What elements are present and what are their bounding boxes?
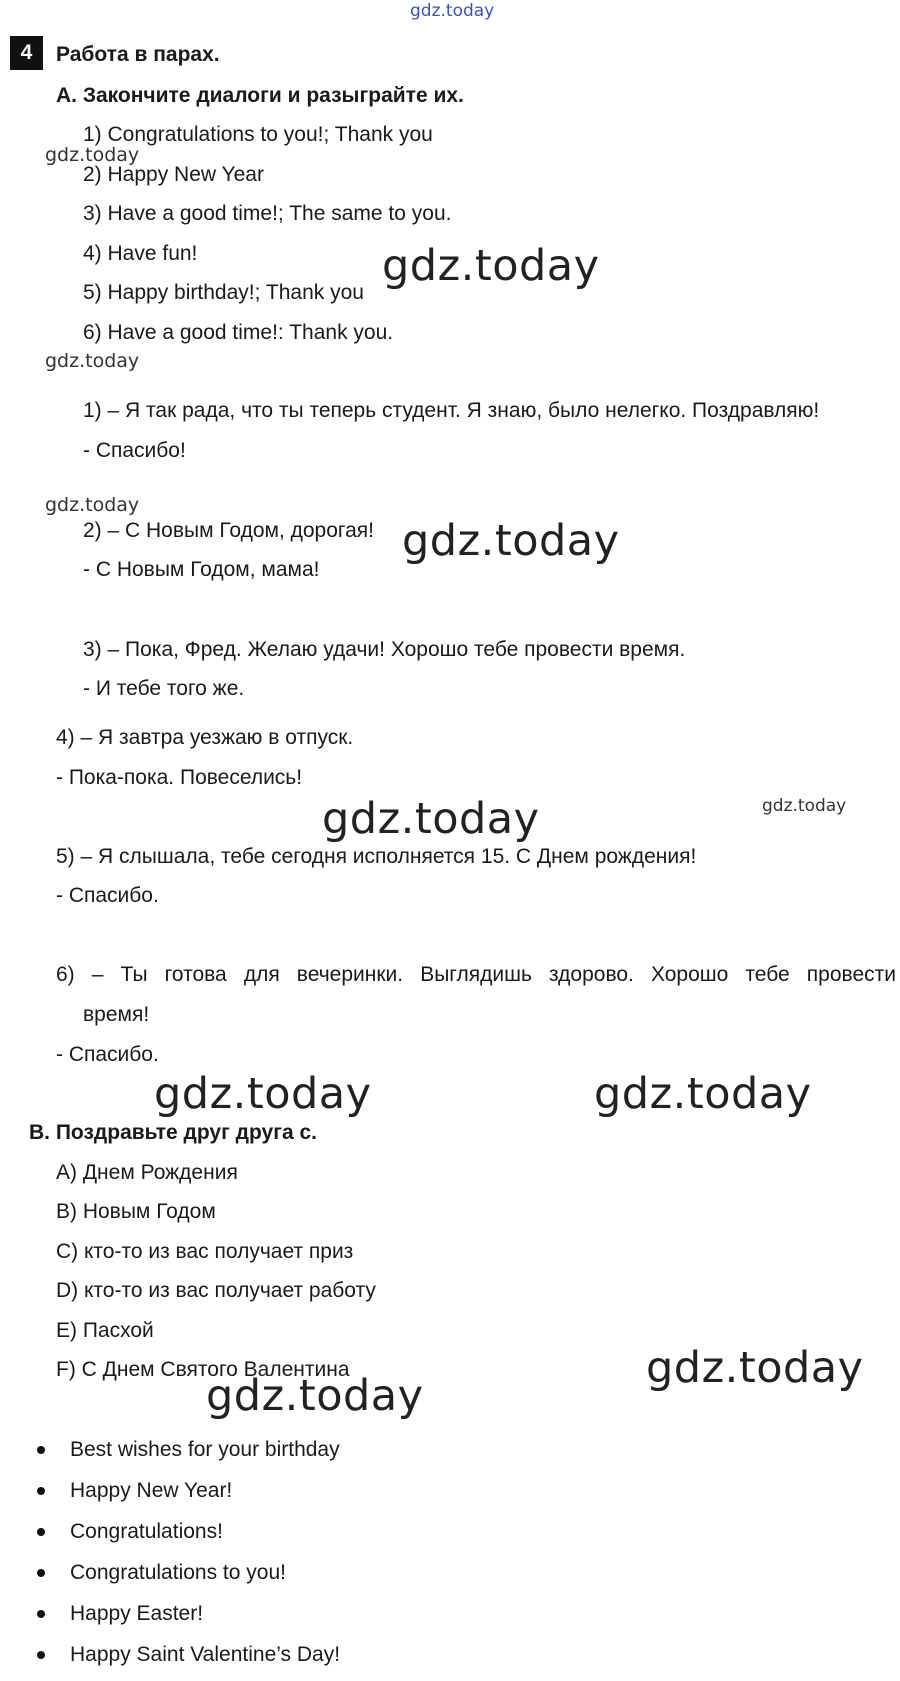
task-title: Работа в парах. — [56, 43, 220, 66]
watermark: gdz.today — [382, 241, 600, 291]
bullet-icon — [37, 1528, 45, 1536]
answer-line: 4) Have fun! — [83, 242, 198, 265]
watermark: gdz.today — [322, 794, 540, 844]
answer-line: 1) Congratulations to you!; Thank you — [83, 123, 433, 146]
bullet-icon — [37, 1487, 45, 1495]
list-item: Congratulations to you! — [70, 1561, 286, 1584]
occasion-item: B) Новым Годом — [56, 1200, 216, 1223]
bullet-icon — [37, 1569, 45, 1577]
watermark: gdz.today — [45, 350, 140, 372]
occasion-item: F) С Днем Святого Валентина — [56, 1358, 350, 1381]
dialogue-line: - С Новым Годом, мама! — [83, 558, 320, 581]
occasion-item: D) кто-то из вас получает работу — [56, 1279, 376, 1302]
dialogue-line: 3) – Пока, Фред. Желаю удачи! Хорошо тебе провести время. — [83, 638, 686, 661]
list-item: Happy New Year! — [70, 1479, 233, 1502]
occasion-item: E) Пасхой — [56, 1319, 154, 1342]
watermark: gdz.today — [45, 144, 140, 166]
dialogue-line: время! — [83, 1003, 150, 1026]
dialogue-line: - И тебе того же. — [83, 677, 245, 700]
watermark: gdz.today — [402, 516, 620, 566]
list-item: Happy Saint Valentine’s Day! — [70, 1643, 341, 1666]
answer-line: 3) Have a good time!; The same to you. — [83, 202, 452, 225]
part-b-title: B. Поздравьте друг друга с. — [29, 1121, 318, 1144]
list-item: Best wishes for your birthday — [70, 1438, 340, 1461]
answer-line: 2) Happy New Year — [83, 163, 264, 186]
bullet-icon — [37, 1651, 45, 1659]
watermark: gdz.today — [646, 1343, 864, 1393]
watermark: gdz.today — [154, 1069, 372, 1119]
dialogue-line: 6) – Ты готова для вечеринки. Выглядишь здорово. Хорошо тебе провести — [56, 963, 896, 986]
answer-line: 5) Happy birthday!; Thank you — [83, 281, 364, 304]
dialogue-line: 1) – Я так рада, что ты теперь студент. Я знаю, было нелегко. Поздравляю! — [83, 399, 820, 422]
answer-line: 6) Have a good time!: Thank you. — [83, 321, 394, 344]
dialogue-line: - Спасибо. — [56, 884, 159, 907]
dialogue-line: - Пока-пока. Повеселись! — [56, 766, 303, 789]
part-a-title: A. Закончите диалоги и разыграйте их. — [56, 84, 464, 107]
list-item: Happy Easter! — [70, 1602, 204, 1625]
task-number-badge: 4 — [10, 36, 43, 70]
dialogue-line: 2) – С Новым Годом, дорогая! — [83, 519, 374, 542]
dialogue-line: - Спасибо. — [56, 1043, 159, 1066]
dialogue-line: 4) – Я завтра уезжаю в отпуск. — [56, 726, 354, 749]
watermark: gdz.today — [45, 494, 140, 516]
watermark: gdz.today — [410, 1, 495, 21]
dialogue-line: - Спасибо! — [83, 439, 186, 462]
bullet-icon — [37, 1610, 45, 1618]
bullet-icon — [37, 1446, 45, 1454]
occasion-item: C) кто-то из вас получает приз — [56, 1240, 354, 1263]
occasion-item: A) Днем Рождения — [56, 1161, 238, 1184]
watermark: gdz.today — [762, 796, 847, 816]
watermark: gdz.today — [206, 1371, 424, 1421]
dialogue-line: 5) – Я слышала, тебе сегодня исполняется 15. С Днем рождения! — [56, 845, 697, 868]
watermark: gdz.today — [594, 1069, 812, 1119]
list-item: Congratulations! — [70, 1520, 223, 1543]
